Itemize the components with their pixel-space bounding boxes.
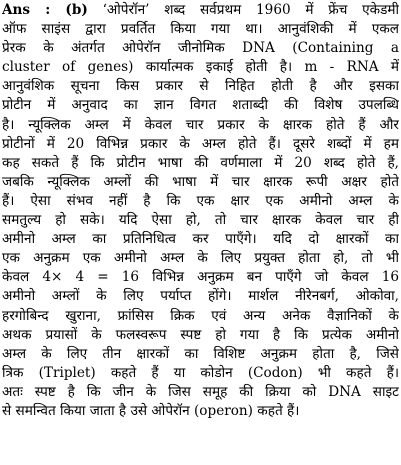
text-line: आनुवंशिक सूचना किस प्रकार से निहित होती है और इसका [2, 78, 399, 95]
text-line: अमीनो अम्ल का प्रतिनिधित्व कर पाएँगे। यदि दो क्षारकों का [2, 231, 399, 248]
text-line: हरगोबिन्द खुराना, फ्रांसिस क्रिक एवं अन्य अनेक वैज्ञानिकों के [2, 307, 399, 324]
text-line: प्रोटीनों में 20 विभिन्न प्रकार के अम्ल होते हैं। दूसरे शब्दों में हम [2, 135, 399, 152]
text-line-last: से समन्वित किया जाता है उसे ओपेरॉन (operon) कहते हैं। [2, 402, 300, 419]
text-line: अमीनो अम्लों के लिए पर्याप्त होंगे। मार्शल नीरेनबर्ग, ओकोवा, [2, 288, 399, 305]
text-line [2, 1, 399, 20]
text-line: cluster of genes) कार्यात्मक इकाई होती है। m - RNA में [2, 59, 399, 76]
text-line: त्रिक (Triplet) कहते हैं या कोडोन (Codon) भी कहते हैं। [2, 364, 399, 381]
text-line: कह सकते हैं कि प्रोटीन भाषा की वर्णमाला में 20 शब्द होते हैं, [2, 154, 399, 171]
answer-first-line-text: ‘ओपेरॉन’ शब्द सर्वप्रथम 1960 में फ्रेंच एकेडमी [102, 2, 399, 18]
text-line: केवल 4× 4 = 16 विभिन्न अनुक्रम बन पाएँगे जो केवल 16 [2, 269, 399, 286]
text-line: अम्ल के लिए तीन क्षारकों का विशिष्ट अनुक्रम होता है, जिसे [2, 345, 399, 362]
text-line: ऑफ साइंस द्वारा प्रवर्तित किया गया था। आनुवंशिकी में एकल [2, 21, 399, 38]
text-line: प्रोटीन में अनुवाद का ज्ञान विगत शताब्दी की विशेष उपलब्धि [2, 97, 399, 114]
text-line: है। न्यूक्लिक अम्ल में केवल चार प्रकार के क्षारक होते हैं और [2, 116, 399, 133]
text-line: जबकि न्यूक्लिक अम्लों की भाषा में चार क्षारक रूपी अक्षर होते [2, 173, 399, 190]
text-line: अथक प्रयासों के फलस्वरूप स्पष्ट हो गया है कि प्रत्येक अमीनो [2, 326, 399, 343]
answer-label: Ans : (b) [2, 2, 88, 18]
text-line: एक अनुक्रम एक अमीनो अम्ल के लिए प्रयुक्त होता हो, तो भी [2, 250, 399, 267]
text-line: प्रेरक के अंतर्गत ओपेरॉन जीनोमिक DNA (Containing a [2, 40, 399, 57]
text-line: हैं। ऐसा संभव नहीं है कि एक क्षार एक अमीनो अम्ल के [2, 192, 399, 209]
text-line: समतुल्य हो सके। यदि ऐसा हो, तो चार क्षारक केवल चार ही [2, 212, 399, 229]
text-line: अतः स्पष्ट है कि जीन के जिस समूह की क्रिया को DNA साइट [2, 383, 399, 400]
